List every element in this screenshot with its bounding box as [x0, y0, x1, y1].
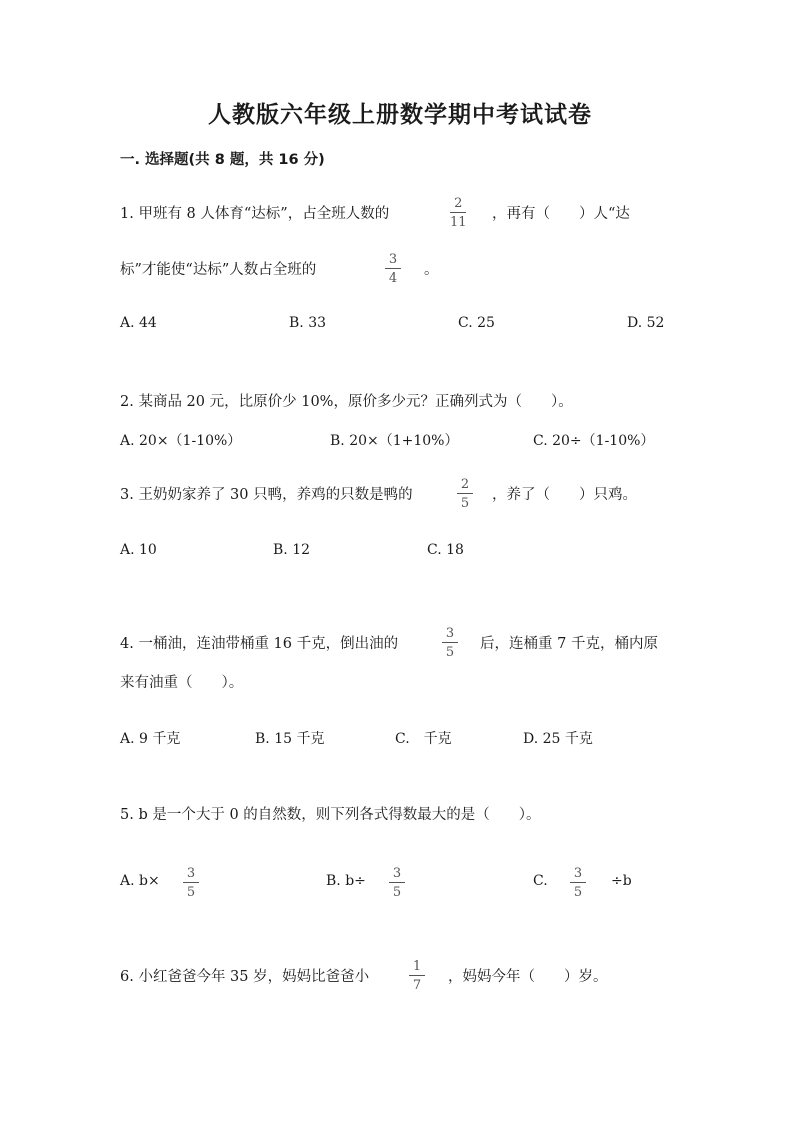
question-4-line1-tail: 后，连桶重 7 千克，桶内原 [480, 636, 658, 652]
fraction-numerator: 3 [388, 252, 398, 267]
question-1-line1-tail: ，再有（ ）人“达 [492, 206, 630, 222]
fraction [409, 960, 425, 992]
fraction-denominator: 5 [573, 885, 583, 900]
fraction-denominator: 5 [392, 885, 402, 900]
fraction-denominator: 5 [445, 645, 455, 660]
question-5-text: 5. b 是一个大于 0 的自然数，则下列各式得数最大的是（ ）。 [120, 807, 541, 823]
question-1-line1-text: 1. 甲班有 8 人体育“达标”，占全班人数的 [120, 206, 390, 222]
option-c[interactable]: C. 18 [427, 542, 464, 558]
option-b[interactable]: B. 33 [289, 315, 327, 331]
option-b[interactable]: B. 12 [273, 542, 311, 558]
fraction-denominator: 5 [460, 496, 470, 511]
option-c-label: C. [533, 873, 548, 889]
fraction [385, 253, 401, 285]
option-a[interactable]: A. 20×（1-10%） [120, 433, 242, 449]
fraction-numerator: 2 [460, 477, 470, 492]
option-b[interactable]: B. 20×（1+10%） [330, 433, 459, 449]
option-c[interactable]: C. 20÷（1-10%） [533, 433, 655, 449]
fraction [457, 478, 473, 510]
option-b[interactable]: B. 15 千克 [255, 731, 325, 747]
option-d[interactable]: D. 52 [627, 315, 665, 331]
fraction [389, 867, 405, 899]
page-title: 人教版六年级上册数学期中考试试卷 [208, 102, 592, 128]
question-1-line2-text: 标”才能使“达标”人数占全班的 [120, 262, 317, 278]
fraction-numerator: 3 [392, 866, 402, 881]
fraction [183, 867, 199, 899]
option-a-label: A. b× [120, 873, 160, 889]
fraction-denominator: 5 [186, 885, 196, 900]
question-4-line2-text: 来有油重（ ）。 [120, 675, 244, 691]
option-a[interactable]: A. 44 [120, 315, 157, 331]
fraction [450, 197, 467, 229]
fraction-numerator: 3 [186, 866, 196, 881]
question-3-text: 3. 王奶奶家养了 30 只鸭，养鸡的只数是鸭的 [120, 487, 413, 503]
fraction-denominator: 4 [388, 271, 398, 286]
section-heading: 一. 选择题(共 8 题，共 16 分) [120, 152, 325, 168]
fraction-numerator: 3 [445, 626, 455, 641]
fraction-numerator: 2 [454, 196, 463, 211]
question-6-text: 6. 小红爸爸今年 35 岁，妈妈比爸爸小 [120, 969, 370, 985]
option-c[interactable]: C. 千克 [395, 731, 452, 747]
question-2-text: 2. 某商品 20 元，比原价少 10%，原价多少元？正确列式为（ ）。 [120, 394, 573, 410]
option-c-tail: ÷b [611, 873, 632, 889]
question-6-tail: ，妈妈今年（ ）岁。 [448, 969, 608, 985]
fraction-numerator: 1 [412, 959, 422, 974]
fraction [442, 627, 458, 659]
option-b-label: B. b÷ [326, 873, 366, 889]
fraction [570, 867, 586, 899]
option-a[interactable]: A. 9 千克 [120, 731, 181, 747]
question-1-line2-tail: 。 [424, 262, 439, 278]
fraction-numerator: 3 [573, 866, 583, 881]
option-d[interactable]: D. 25 千克 [523, 731, 593, 747]
question-4-line1-text: 4. 一桶油，连油带桶重 16 千克，倒出油的 [120, 636, 399, 652]
fraction-denominator: 11 [450, 215, 467, 230]
question-3-tail: ，养了（ ）只鸡。 [492, 487, 637, 503]
option-a[interactable]: A. 10 [120, 542, 157, 558]
option-c[interactable]: C. 25 [458, 315, 495, 331]
fraction-denominator: 7 [412, 978, 422, 993]
